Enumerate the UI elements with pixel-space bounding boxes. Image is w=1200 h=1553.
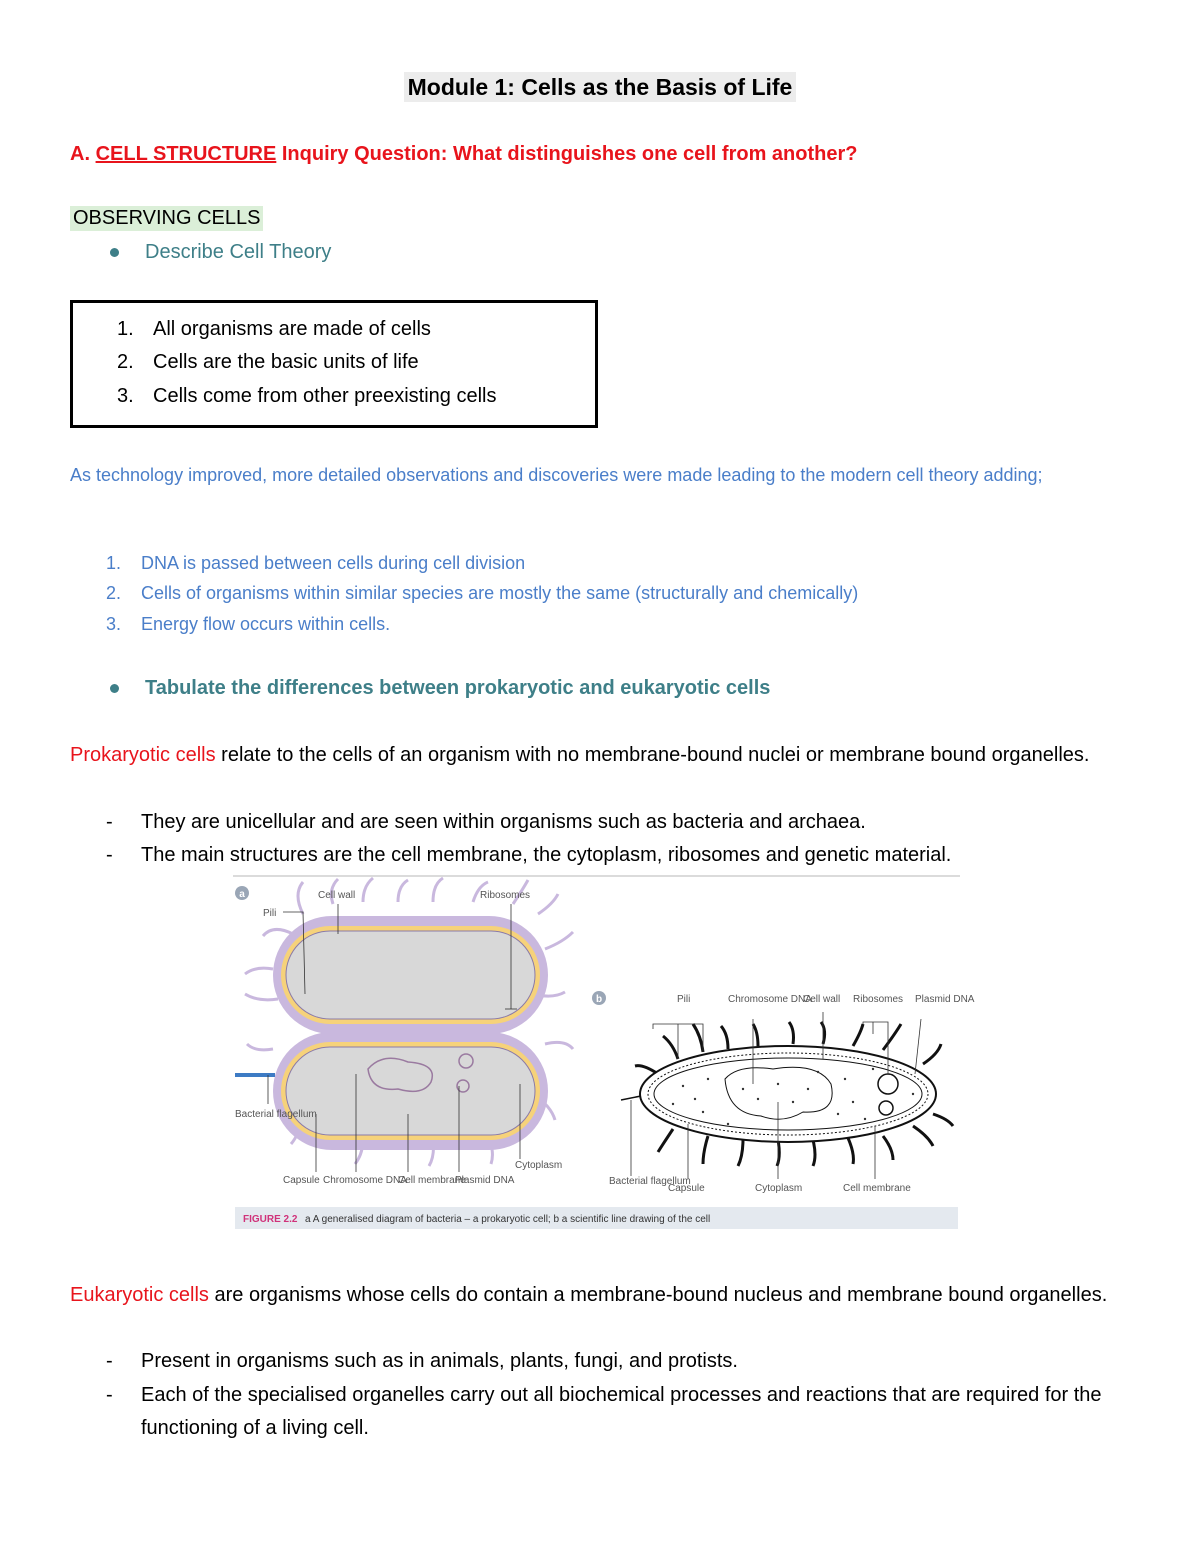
bullet-icon <box>110 248 119 257</box>
svg-text:Cytoplasm: Cytoplasm <box>515 1160 563 1171</box>
svg-text:Plasmid DNA: Plasmid DNA <box>455 1175 515 1186</box>
inquiry-question: Inquiry Question: What distinguishes one cell from another? <box>281 143 858 165</box>
svg-text:b: b <box>595 994 603 1005</box>
svg-text:Capsule: Capsule <box>283 1175 320 1186</box>
bullet-icon <box>110 684 119 693</box>
svg-text:Ribosomes: Ribosomes <box>480 890 531 901</box>
svg-text:Bacterial flagellum: Bacterial flagellum <box>609 1176 691 1187</box>
svg-text:Cell wall: Cell wall <box>318 890 356 901</box>
svg-text:Cytoplasm: Cytoplasm <box>755 1183 803 1194</box>
eukaryotic-paragraph: Eukaryotic cells are organisms whose cells do contain a membrane-bound nucleus and membrane bound organelles. <box>70 1284 1108 1306</box>
svg-text:Cell membrane: Cell membrane <box>843 1183 911 1194</box>
svg-text:Cell membrane: Cell membrane <box>398 1175 466 1186</box>
cell-theory-box: 1. All organisms are made of cells 2. Cells are the basic units of life 3. Cells come from other preexisting cells <box>70 300 598 428</box>
svg-text:Bacterial flagellum: Bacterial flagellum <box>235 1109 317 1120</box>
describe-bullet: Describe Cell Theory <box>110 241 331 264</box>
modern-theory-intro: As technology improved, more detailed observations and discoveries were made leading to the modern cell theory adding; <box>70 465 1043 485</box>
prokaryotic-term: Prokaryotic cells <box>70 744 216 766</box>
svg-text:Pili: Pili <box>263 908 277 919</box>
svg-text:Ribosomes: Ribosomes <box>853 994 904 1005</box>
caption-label: FIGURE 2.2 <box>243 1214 298 1225</box>
section-prefix: A. <box>70 143 90 165</box>
svg-text:Chromosome DNA: Chromosome DNA <box>323 1175 407 1186</box>
section-heading-text: CELL STRUCTURE <box>95 143 277 165</box>
svg-text:a: a <box>239 889 245 900</box>
svg-text:Chromosome DNA: Chromosome DNA <box>728 994 812 1005</box>
cytoplasm-upper <box>286 931 535 1019</box>
svg-text:Pili: Pili <box>677 994 691 1005</box>
flagellum-b <box>621 1096 641 1100</box>
caption-text: a A generalised diagram of bacteria – a prokaryotic cell; b a scientific line drawing of the cell <box>305 1214 711 1225</box>
section-heading <box>70 143 857 166</box>
bacteria-diagram <box>233 874 975 1231</box>
bacteria-figure <box>233 874 975 1231</box>
svg-text:Plasmid DNA: Plasmid DNA <box>915 994 975 1005</box>
tabulate-bullet: Tabulate the differences between prokaryotic and eukaryotic cells <box>110 677 770 700</box>
eukaryotic-term: Eukaryotic cells <box>70 1284 209 1306</box>
prokaryotic-paragraph: Prokaryotic cells relate to the cells of an organism with no membrane-bound nuclei or membrane bound organelles. <box>70 744 1090 766</box>
svg-text:Cell wall: Cell wall <box>803 994 841 1005</box>
observing-cells-label: OBSERVING CELLS <box>70 206 263 231</box>
page-title: Module 1: Cells as the Basis of Life <box>0 74 1200 101</box>
svg-text:Capsule: Capsule <box>668 1183 705 1194</box>
